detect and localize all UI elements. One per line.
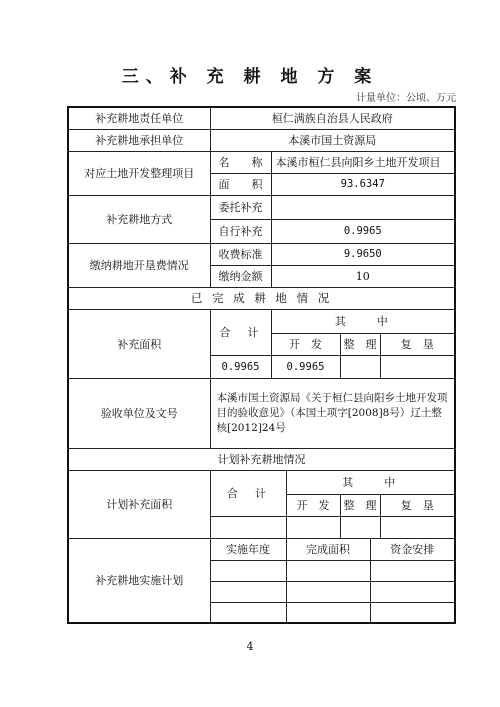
fee-standard-value: 9.9650 — [271, 243, 455, 265]
implementation-funding-label: 资金安排 — [370, 538, 455, 560]
planned-section-title: 计划补充耕地情况 — [68, 448, 455, 470]
completed-consolidate-label: 整 理 — [340, 333, 380, 355]
implementation-row-cell — [286, 602, 370, 623]
planned-total-value — [210, 516, 286, 538]
completed-reclaim-value — [380, 355, 455, 378]
responsible-unit-value: 桓仁满族自治县人民政府 — [210, 107, 455, 129]
planned-develop-value — [286, 516, 340, 538]
unit-note: 计量单位：公顷、万元 — [356, 93, 456, 104]
planned-consolidate-value — [340, 516, 380, 538]
implementation-row-cell — [286, 581, 370, 602]
fee-amount-label: 缴纳金额 — [210, 265, 271, 287]
acceptance-label: 验收单位及文号 — [68, 378, 210, 448]
entrusted-value — [271, 195, 455, 219]
project-area-label: 面 积 — [210, 173, 271, 195]
implementation-row-cell — [286, 560, 370, 581]
supplementary-farmland-table — [67, 106, 456, 624]
completed-total-label: 合 计 — [210, 309, 271, 355]
fee-amount-value: 10 — [271, 265, 455, 287]
planned-total-label: 合 计 — [210, 470, 286, 516]
planned-consolidate-label: 整 理 — [340, 494, 380, 516]
completed-consolidate-value — [340, 355, 380, 378]
fee-standard-label: 收费标准 — [210, 243, 271, 265]
page-number: 4 — [246, 640, 254, 653]
project-label: 对应土地开发整理项目 — [68, 151, 210, 195]
planned-develop-label: 开 发 — [286, 494, 340, 516]
planned-area-label: 计划补充面积 — [68, 470, 210, 538]
project-name-value: 本溪市桓仁县向阳乡土地开发项目 — [271, 151, 455, 173]
responsible-unit-label: 补充耕地责任单位 — [68, 107, 210, 129]
implementation-row-cell — [370, 560, 455, 581]
implementation-label: 补充耕地实施计划 — [68, 538, 210, 623]
method-label: 补充耕地方式 — [68, 195, 210, 243]
completed-develop-label: 开 发 — [271, 333, 340, 355]
entrusted-label: 委托补充 — [210, 195, 271, 219]
implementation-row-cell — [210, 560, 286, 581]
self-supplement-label: 自行补充 — [210, 219, 271, 243]
completed-section-title: 已 完 成 耕 地 情 况 — [68, 287, 455, 309]
implementation-row-cell — [210, 581, 286, 602]
planned-of-which-label: 其 中 — [286, 470, 455, 494]
planned-reclaim-value — [380, 516, 455, 538]
acceptance-text: 本溪市国土资源局《关于桓仁县向阳乡土地开发项目的验收意见》（本国土项字[2008]8号）辽土整核[2012]24号 — [210, 378, 455, 448]
planned-reclaim-label: 复 垦 — [380, 494, 455, 516]
project-name-label: 名 称 — [210, 151, 271, 173]
completed-of-which-label: 其 中 — [271, 309, 455, 333]
undertaking-unit-value: 本溪市国土资源局 — [210, 129, 455, 151]
page-title: 三、补 充 耕 地 方 案 — [121, 67, 379, 87]
implementation-row-cell — [210, 602, 286, 623]
implementation-area-label: 完成面积 — [286, 538, 370, 560]
undertaking-unit-label: 补充耕地承担单位 — [68, 129, 210, 151]
completed-total-value: 0.9965 — [210, 355, 271, 378]
implementation-year-label: 实施年度 — [210, 538, 286, 560]
completed-develop-value: 0.9965 — [271, 355, 340, 378]
fee-label: 缴纳耕地开垦费情况 — [68, 243, 210, 287]
self-supplement-value: 0.9965 — [271, 219, 455, 243]
completed-reclaim-label: 复 垦 — [380, 333, 455, 355]
implementation-row-cell — [370, 602, 455, 623]
completed-area-label: 补充面积 — [68, 309, 210, 378]
project-area-value: 93.6347 — [271, 173, 455, 195]
implementation-row-cell — [370, 581, 455, 602]
